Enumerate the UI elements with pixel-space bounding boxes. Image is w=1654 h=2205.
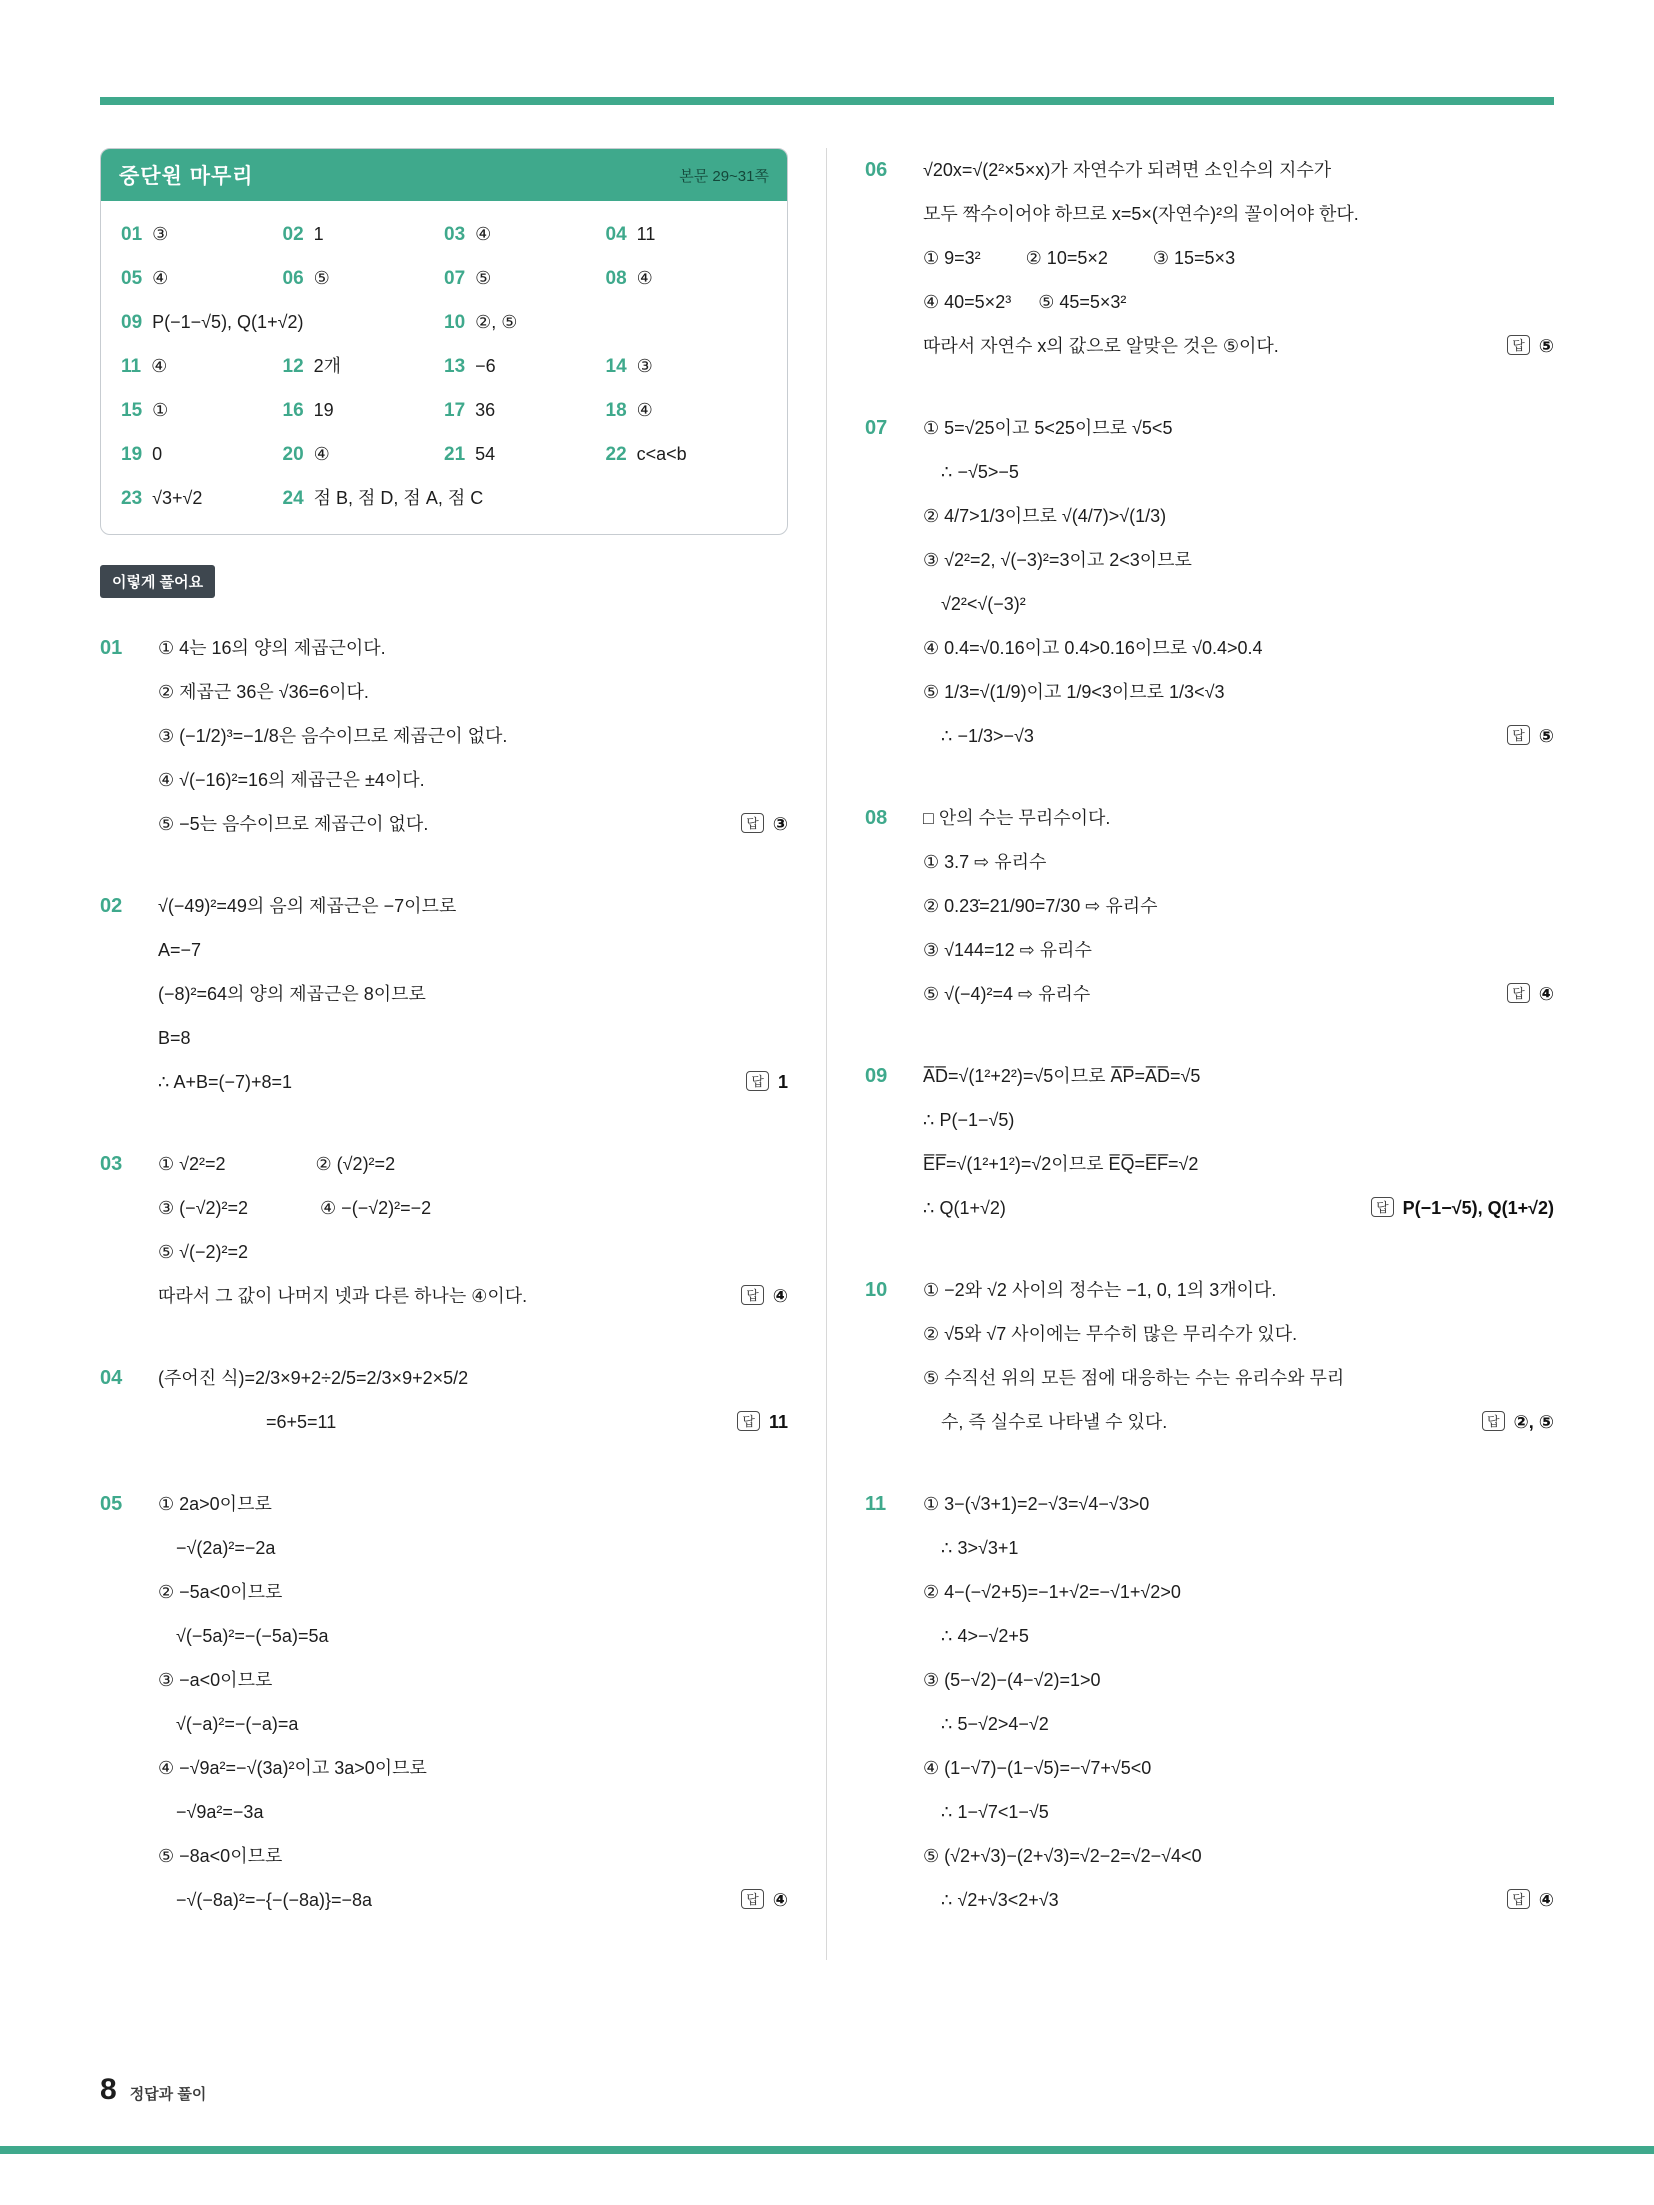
page-footer — [100, 2073, 206, 2107]
solution-line — [158, 1400, 788, 1444]
solution-number: 05 — [100, 1493, 123, 1515]
answer-item-number: 09 — [121, 312, 143, 333]
solution-text: √(−a)²=−(−a)=a — [158, 1714, 299, 1734]
solution-03 — [100, 1142, 788, 1318]
solution-text: ① √2²=2 ② (√2)²=2 — [158, 1154, 396, 1174]
solution-text: −√(2a)²=−2a — [158, 1538, 276, 1558]
method-badge: 이렇게 풀어요 — [100, 565, 215, 598]
solution-line — [158, 1614, 788, 1658]
solution-body — [158, 1482, 788, 1922]
solution-text: ④ 40=5×2³ ⑤ 45=5×3² — [923, 292, 1127, 312]
solution-line — [923, 1482, 1554, 1526]
solution-text: ③ (−1/2)³=−1/8은 음수이므로 제곱근이 없다. — [158, 726, 508, 746]
solution-line — [923, 538, 1554, 582]
solution-line — [923, 1570, 1554, 1614]
answer-item-number: 17 — [444, 400, 466, 421]
answer-item-number: 01 — [121, 224, 143, 245]
answer-item-number: 02 — [282, 224, 304, 245]
solution-line — [923, 1268, 1554, 1312]
answer-item-03 — [444, 219, 606, 250]
answer-chip: 답 — [741, 813, 764, 833]
solution-line — [158, 1658, 788, 1702]
solution-line — [923, 406, 1554, 450]
section-title: 중단원 마무리 — [119, 165, 254, 188]
solution-text: ① 3−(√3+1)=2−√3=√4−√3>0 — [923, 1494, 1150, 1514]
answer-item-value: c<a<b — [636, 444, 687, 464]
solution-text: ⑤ 1/3=√(1/9)이고 1/9<3이므로 1/3<√3 — [923, 682, 1225, 702]
answer-item-number: 06 — [282, 268, 304, 289]
answer-item-number: 07 — [444, 268, 466, 289]
solution-line — [158, 928, 788, 972]
answer-item-07 — [444, 263, 606, 294]
solution-11 — [865, 1482, 1554, 1922]
solution-text: ∴ 3>√3+1 — [923, 1538, 1019, 1558]
answer-value: P(−1−√5), Q(1+√2) — [1402, 1198, 1554, 1218]
answer-tag — [741, 802, 788, 846]
answer-tag — [1482, 1400, 1554, 1444]
solution-text: ② 4/7>1/3이므로 √(4/7)>√(1/3) — [923, 506, 1167, 526]
solution-text: ④ −√9a²=−√(3a)²이고 3a>0이므로 — [158, 1758, 427, 1778]
answer-item-number: 15 — [121, 400, 143, 421]
left-column — [100, 148, 788, 1960]
solution-number: 03 — [100, 1153, 123, 1175]
answer-grid — [101, 201, 787, 534]
solution-line — [923, 1526, 1554, 1570]
solution-text: ∴ A+B=(−7)+8=1 — [158, 1072, 293, 1092]
right-column — [865, 148, 1554, 1960]
solution-line — [923, 1614, 1554, 1658]
solution-line — [158, 1186, 788, 1230]
solution-text: ④ 0.4=√0.16이고 0.4>0.16이므로 √0.4>0.4 — [923, 638, 1263, 658]
solution-line — [158, 1060, 788, 1104]
solution-text: ⑤ 수직선 위의 모든 점에 대응하는 수는 유리수와 무리 — [923, 1368, 1345, 1388]
solution-line — [158, 714, 788, 758]
answer-item-value: ⑤ — [313, 268, 330, 288]
solution-02 — [100, 884, 788, 1104]
solution-line — [158, 1142, 788, 1186]
answer-item-19 — [121, 439, 283, 470]
solution-line — [158, 626, 788, 670]
solution-text: 따라서 자연수 x의 값으로 알맞은 것은 ⑤이다. — [923, 336, 1279, 356]
solution-number: 10 — [865, 1279, 888, 1301]
answer-item-number: 08 — [605, 268, 627, 289]
answer-item-value: ④ — [152, 268, 169, 288]
solution-line — [158, 1878, 788, 1922]
solution-text: ③ −a<0이므로 — [158, 1670, 273, 1690]
solution-line — [923, 280, 1554, 324]
solution-text: E̅F̅=√(1²+1²)=√2이므로 E̅Q̅=E̅F̅=√2 — [923, 1154, 1199, 1174]
solution-line — [923, 236, 1554, 280]
solution-text: ① 2a>0이므로 — [158, 1494, 272, 1514]
answer-item-value: ④ — [636, 268, 653, 288]
solution-08 — [865, 796, 1554, 1016]
answer-tag — [1507, 972, 1554, 1016]
solution-text: (주어진 식)=2/3×9+2÷2/5=2/3×9+2×5/2 — [158, 1368, 469, 1388]
solution-text: ③ (−√2)²=2 ④ −(−√2)²=−2 — [158, 1198, 432, 1218]
solution-10 — [865, 1268, 1554, 1444]
solution-line — [158, 972, 788, 1016]
answer-item-number: 23 — [121, 488, 143, 509]
answer-item-06 — [283, 263, 445, 294]
solution-line — [923, 1790, 1554, 1834]
answer-value: ④ — [1538, 1890, 1554, 1910]
solution-text: ∴ P(−1−√5) — [923, 1110, 1015, 1130]
solution-line — [158, 1230, 788, 1274]
answer-item-value: ① — [152, 400, 169, 420]
page-content — [100, 148, 1554, 1960]
answer-item-number: 16 — [282, 400, 304, 421]
answer-value: ③ — [772, 814, 788, 834]
answer-item-21 — [444, 439, 606, 470]
solution-text: ∴ −1/3>−√3 — [923, 726, 1034, 746]
solution-text: ③ √2²=2, √(−3)²=3이고 2<3이므로 — [923, 550, 1192, 570]
answer-chip: 답 — [1507, 335, 1530, 355]
answer-item-15 — [121, 395, 283, 426]
answer-value: ⑤ — [1538, 726, 1554, 746]
solution-text: ∴ 5−√2>4−√2 — [923, 1714, 1049, 1734]
solution-line — [158, 1356, 788, 1400]
answer-item-value: ⑤ — [475, 268, 492, 288]
solution-line — [923, 1312, 1554, 1356]
answer-chip: 답 — [1507, 725, 1530, 745]
answer-value: 11 — [768, 1412, 788, 1432]
solution-line — [158, 670, 788, 714]
solution-line — [923, 840, 1554, 884]
solution-line — [923, 1142, 1554, 1186]
solution-text: ① −2와 √2 사이의 정수는 −1, 0, 1의 3개이다. — [923, 1280, 1277, 1300]
answer-chip: 답 — [1371, 1197, 1394, 1217]
answer-tag — [1371, 1186, 1554, 1230]
solution-line — [923, 972, 1554, 1016]
answer-item-02 — [283, 219, 445, 250]
answer-item-17 — [444, 395, 606, 426]
solution-line — [923, 1658, 1554, 1702]
solution-text: √2²<√(−3)² — [923, 594, 1026, 614]
solution-text: ② 제곱근 36은 √36=6이다. — [158, 682, 369, 702]
answer-item-20 — [283, 439, 445, 470]
column-divider — [826, 148, 827, 1960]
answer-item-value: P(−1−√5), Q(1+√2) — [152, 312, 304, 332]
solution-line — [923, 1878, 1554, 1922]
answer-item-number: 19 — [121, 444, 143, 465]
answer-item-10 — [444, 307, 767, 338]
answer-tag — [746, 1060, 788, 1104]
solution-number: 02 — [100, 895, 123, 917]
solution-text: −√(−8a)²=−{−(−8a)}=−8a — [158, 1890, 373, 1910]
solution-line — [923, 324, 1554, 368]
solution-line — [158, 1790, 788, 1834]
solution-line — [158, 802, 788, 846]
answer-chip: 답 — [737, 1411, 760, 1431]
answer-value: ④ — [772, 1890, 788, 1910]
answer-item-value: ④ — [313, 444, 330, 464]
solution-line — [158, 1482, 788, 1526]
answer-value: ④ — [1538, 984, 1554, 1004]
answer-tag — [737, 1400, 788, 1444]
solution-line — [923, 1746, 1554, 1790]
answer-item-number: 03 — [444, 224, 466, 245]
solution-text: 따라서 그 값이 나머지 넷과 다른 하나는 ④이다. — [158, 1286, 528, 1306]
answer-item-number: 13 — [444, 356, 466, 377]
solution-text: ④ (1−√7)−(1−√5)=−√7+√5<0 — [923, 1758, 1152, 1778]
solution-text: ① 9=3² ② 10=5×2 ③ 15=5×3 — [923, 248, 1236, 268]
solution-05 — [100, 1482, 788, 1922]
answer-item-number: 04 — [605, 224, 627, 245]
solution-line — [158, 1702, 788, 1746]
answer-item-value: −6 — [475, 356, 496, 376]
solution-line — [923, 148, 1554, 192]
answer-item-14 — [606, 351, 768, 382]
solution-text: ② −5a<0이므로 — [158, 1582, 283, 1602]
answer-value: 1 — [777, 1072, 788, 1092]
answer-item-value: ④ — [475, 224, 492, 244]
solution-text: 수, 즉 실수로 나타낼 수 있다. — [923, 1412, 1168, 1432]
answer-chip: 답 — [1507, 1889, 1530, 1909]
solution-line — [923, 1834, 1554, 1878]
answer-item-01 — [121, 219, 283, 250]
answer-item-number: 22 — [605, 444, 627, 465]
answer-item-number: 12 — [282, 356, 304, 377]
solution-text: A=−7 — [158, 940, 202, 960]
answer-item-23 — [121, 483, 283, 514]
solution-text: ∴ −√5>−5 — [923, 462, 1019, 482]
answer-chip: 답 — [741, 1889, 764, 1909]
solution-text: ∴ √2+√3<2+√3 — [923, 1890, 1059, 1910]
answer-item-24 — [283, 483, 606, 514]
answer-item-value: ③ — [636, 356, 653, 376]
answer-item-number: 18 — [605, 400, 627, 421]
solution-07 — [865, 406, 1554, 758]
solution-line — [923, 1400, 1554, 1444]
answer-item-16 — [283, 395, 445, 426]
solution-body — [923, 1482, 1554, 1922]
solution-text: ① 4는 16의 양의 제곱근이다. — [158, 638, 386, 658]
solution-text: ④ √(−16)²=16의 제곱근은 ±4이다. — [158, 770, 425, 790]
solution-text: ⑤ −5는 음수이므로 제곱근이 없다. — [158, 814, 429, 834]
solution-text: √20x=√(2²×5×x)가 자연수가 되려면 소인수의 지수가 — [923, 160, 1332, 180]
answer-item-number: 10 — [444, 312, 466, 333]
solution-line — [923, 714, 1554, 758]
answer-item-value: 19 — [313, 400, 334, 420]
solution-text: −√9a²=−3a — [158, 1802, 264, 1822]
solution-number: 01 — [100, 637, 123, 659]
solution-line — [923, 582, 1554, 626]
answer-item-09 — [121, 307, 444, 338]
bottom-divider-bar — [0, 2146, 1654, 2154]
solution-body — [158, 1142, 788, 1318]
answer-item-number: 24 — [282, 488, 304, 509]
solution-text: B=8 — [158, 1028, 191, 1048]
answer-summary-box — [100, 148, 788, 535]
answer-item-22 — [606, 439, 768, 470]
solution-text: √(−49)²=49의 음의 제곱근은 −7이므로 — [158, 896, 457, 916]
solution-line — [923, 796, 1554, 840]
solution-body — [158, 626, 788, 846]
answer-item-value: √3+√2 — [152, 488, 203, 508]
answer-item-18 — [606, 395, 768, 426]
answer-item-05 — [121, 263, 283, 294]
answer-tag — [741, 1274, 788, 1318]
solution-line — [158, 1746, 788, 1790]
answer-item-04 — [606, 219, 768, 250]
answer-item-value: 2개 — [313, 356, 342, 376]
solution-line — [923, 1186, 1554, 1230]
answer-item-13 — [444, 351, 606, 382]
solution-text: A̅D̅=√(1²+2²)=√5이므로 A̅P̅=A̅D̅=√5 — [923, 1066, 1201, 1086]
solution-body — [923, 1054, 1554, 1230]
answer-chip: 답 — [746, 1071, 769, 1091]
answer-chip: 답 — [741, 1285, 764, 1305]
solution-line — [923, 928, 1554, 972]
solution-body — [923, 406, 1554, 758]
solution-number: 04 — [100, 1367, 123, 1389]
answer-box-header — [101, 149, 787, 201]
answer-chip: 답 — [1507, 983, 1530, 1003]
solution-06 — [865, 148, 1554, 368]
answer-item-value: 0 — [152, 444, 163, 464]
answer-tag — [741, 1878, 788, 1922]
solution-number: 07 — [865, 417, 888, 439]
solution-text: ⑤ √(−4)²=4 ⇨ 유리수 — [923, 984, 1091, 1004]
right-solutions — [865, 148, 1554, 1922]
solution-text: ③ √144=12 ⇨ 유리수 — [923, 940, 1092, 960]
answer-chip: 답 — [1482, 1411, 1505, 1431]
solution-line — [158, 1016, 788, 1060]
answer-item-12 — [283, 351, 445, 382]
solution-text: ∴ Q(1+√2) — [923, 1198, 1006, 1218]
answer-item-number: 05 — [121, 268, 143, 289]
solution-line — [923, 670, 1554, 714]
solution-number: 06 — [865, 159, 888, 181]
solution-text: ∴ 4>−√2+5 — [923, 1626, 1029, 1646]
solution-01 — [100, 626, 788, 846]
solution-line — [158, 1834, 788, 1878]
answer-item-number: 20 — [282, 444, 304, 465]
solution-09 — [865, 1054, 1554, 1230]
solution-line — [923, 626, 1554, 670]
top-divider-bar — [100, 97, 1554, 105]
answer-item-value: ②, ⑤ — [475, 312, 518, 332]
answer-item-08 — [606, 263, 768, 294]
solution-body — [923, 796, 1554, 1016]
solution-text: □ 안의 수는 무리수이다. — [923, 808, 1111, 828]
solution-line — [923, 1098, 1554, 1142]
answer-item-value: ③ — [152, 224, 169, 244]
answer-item-number: 21 — [444, 444, 466, 465]
solution-number: 11 — [865, 1493, 887, 1515]
answer-item-value: 54 — [475, 444, 496, 464]
page-number: 8 — [100, 2073, 117, 2106]
answer-item-value: 1 — [313, 224, 324, 244]
solution-text: ① 5=√25이고 5<25이므로 √5<5 — [923, 418, 1173, 438]
answer-tag — [1507, 714, 1554, 758]
solution-text: ① 3.7 ⇨ 유리수 — [923, 852, 1047, 872]
answer-item-value: ④ — [636, 400, 653, 420]
answer-item-value: 점 B, 점 D, 점 A, 점 C — [313, 488, 484, 508]
solution-line — [923, 1356, 1554, 1400]
solution-line — [923, 1054, 1554, 1098]
answer-value: ⑤ — [1538, 336, 1554, 356]
solution-line — [923, 1702, 1554, 1746]
solution-text: (−8)²=64의 양의 제곱근은 8이므로 — [158, 984, 426, 1004]
solution-text: =6+5=11 — [158, 1412, 337, 1432]
solution-body — [923, 148, 1554, 368]
solution-04 — [100, 1356, 788, 1444]
solution-line — [923, 494, 1554, 538]
solution-line — [923, 192, 1554, 236]
solution-number: 08 — [865, 807, 888, 829]
solution-text: ② √5와 √7 사이에는 무수히 많은 무리수가 있다. — [923, 1324, 1298, 1344]
solution-body — [923, 1268, 1554, 1444]
solution-text: ⑤ (√2+√3)−(2+√3)=√2−2=√2−√4<0 — [923, 1846, 1202, 1866]
solution-text: ⑤ √(−2)²=2 — [158, 1242, 249, 1262]
answer-item-value: 11 — [636, 224, 656, 244]
solution-line — [923, 884, 1554, 928]
solution-text: ③ (5−√2)−(4−√2)=1>0 — [923, 1670, 1101, 1690]
solution-text: ∴ 1−√7<1−√5 — [923, 1802, 1049, 1822]
answer-item-11 — [121, 351, 283, 382]
solution-text: 모두 짝수이어야 하므로 x=5×(자연수)²의 꼴이어야 한다. — [923, 204, 1359, 224]
solution-body — [158, 884, 788, 1104]
solution-line — [158, 1526, 788, 1570]
answer-tag — [1507, 1878, 1554, 1922]
solution-text: √(−5a)²=−(−5a)=5a — [158, 1626, 329, 1646]
answer-item-value: ④ — [151, 356, 168, 376]
textbook-page-ref: 본문 29~31쪽 — [679, 167, 769, 185]
solution-line — [158, 758, 788, 802]
solution-line — [158, 1570, 788, 1614]
left-solutions — [100, 626, 788, 1922]
answer-value: ②, ⑤ — [1513, 1412, 1554, 1432]
solution-number: 09 — [865, 1065, 888, 1087]
footer-label: 정답과 풀이 — [129, 2086, 207, 2103]
solution-line — [158, 1274, 788, 1318]
solution-text: ⑤ −8a<0이므로 — [158, 1846, 283, 1866]
answer-value: ④ — [772, 1286, 788, 1306]
answer-item-number: 14 — [605, 356, 627, 377]
solution-text: ② 0.23̇=21/90=7/30 ⇨ 유리수 — [923, 896, 1158, 916]
answer-tag — [1507, 324, 1554, 368]
answer-item-value: 36 — [475, 400, 496, 420]
answer-item-number: 11 — [121, 356, 142, 377]
solution-body — [158, 1356, 788, 1444]
solution-line — [158, 884, 788, 928]
solution-line — [923, 450, 1554, 494]
solution-text: ② 4−(−√2+5)=−1+√2=−√1+√2>0 — [923, 1582, 1181, 1602]
